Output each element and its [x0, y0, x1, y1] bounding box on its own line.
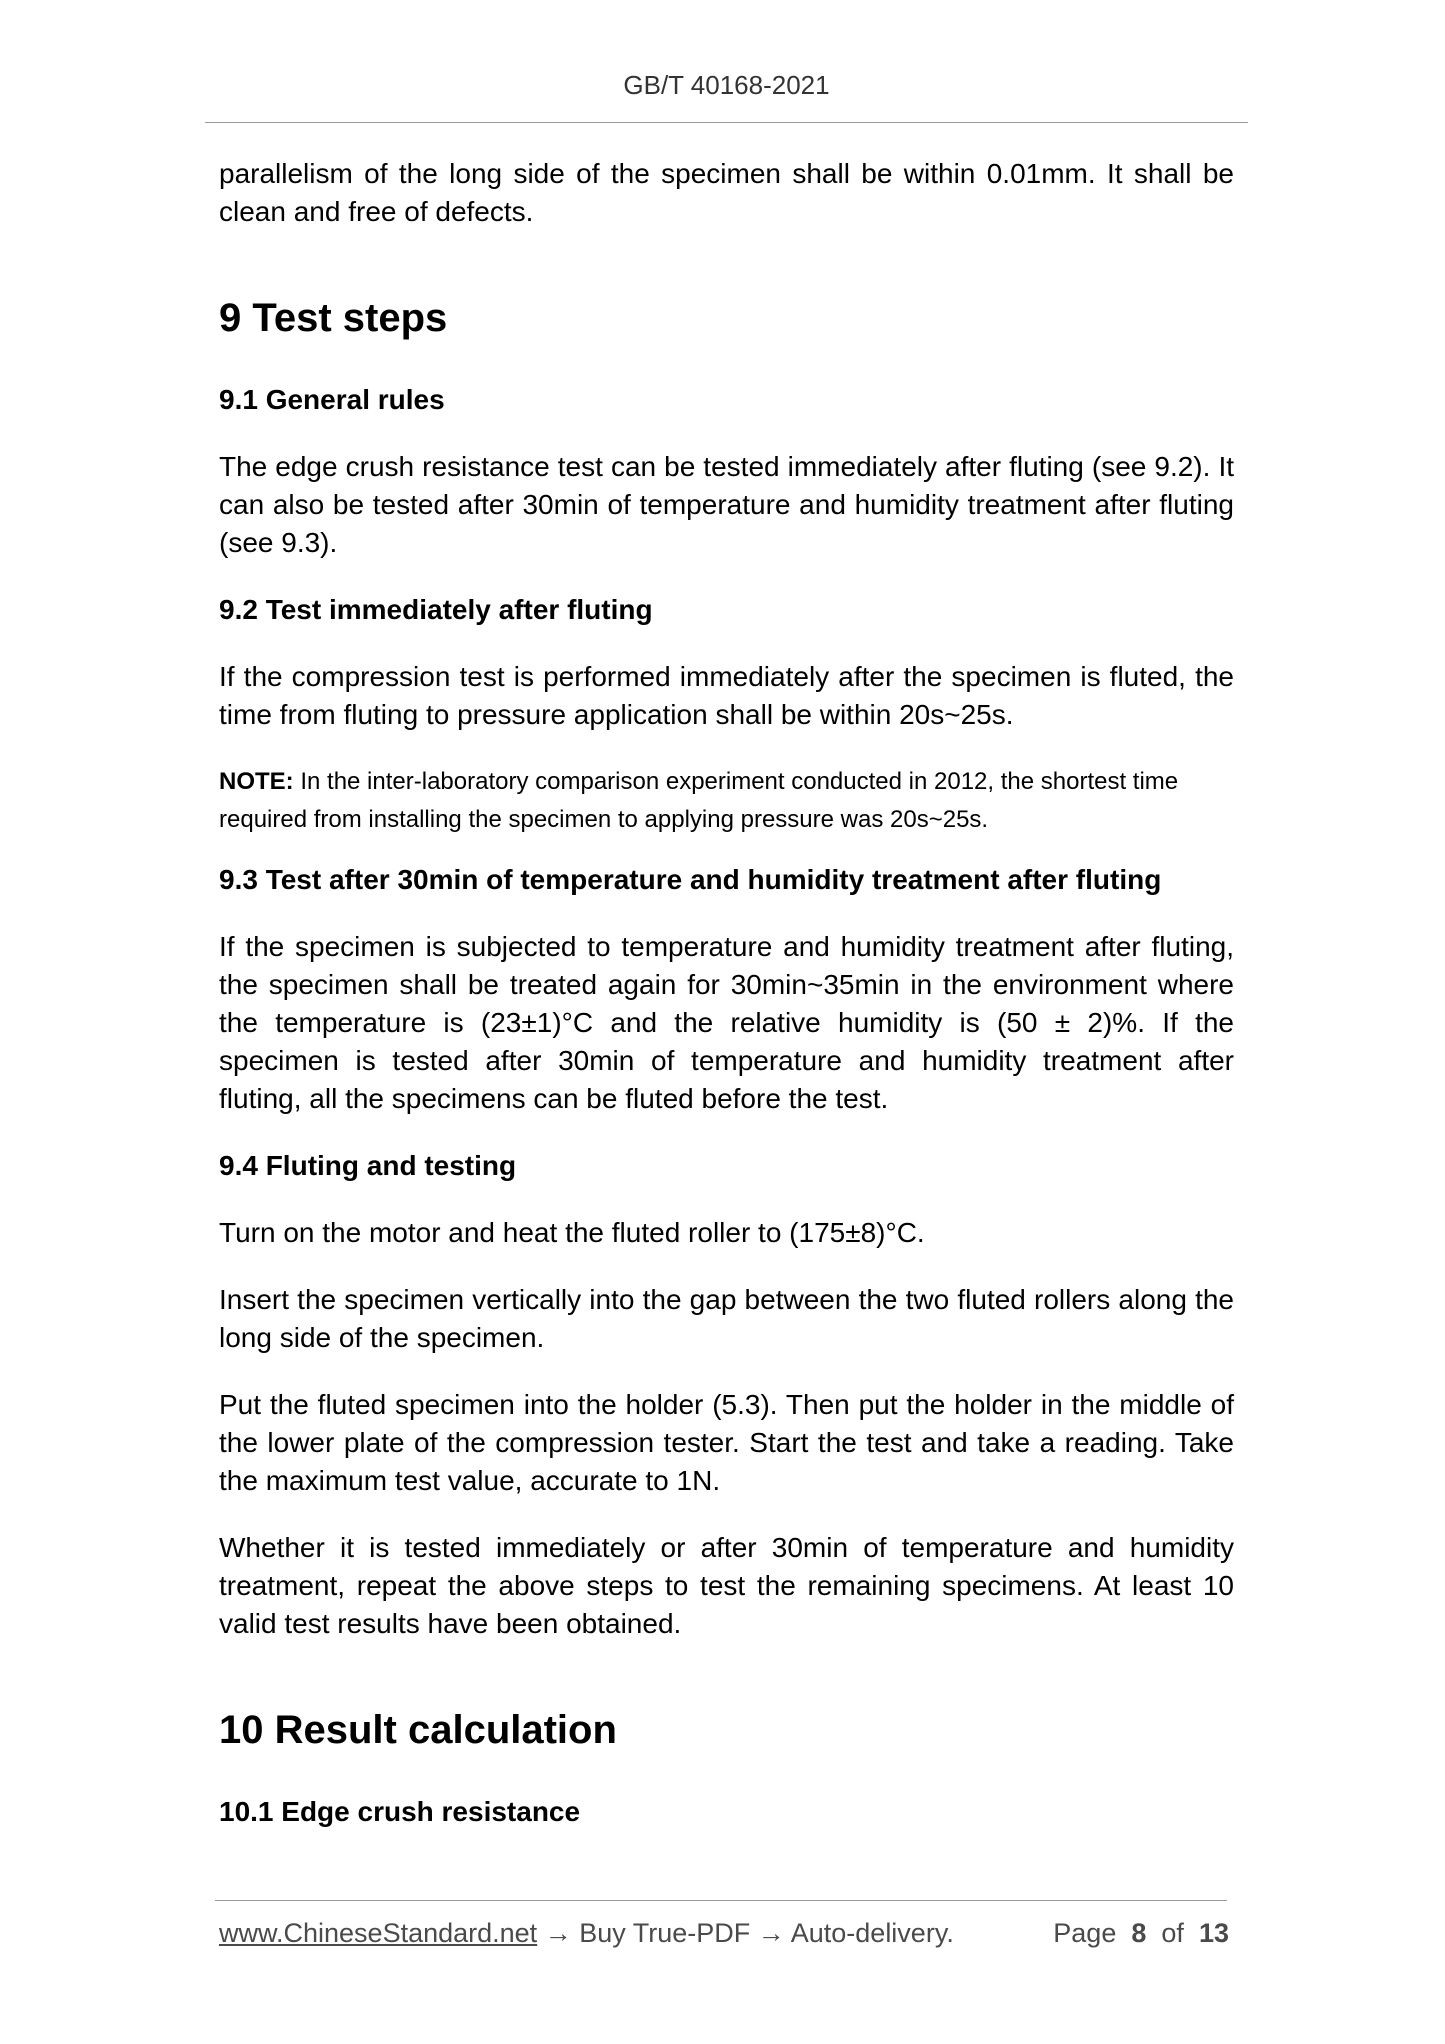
page-total: 13	[1198, 1918, 1229, 1948]
section-9-2-paragraph: If the compression test is performed immediately after the specimen is fluted, the time from fluting to pressure application shall be within 20s~25s.	[219, 661, 1234, 730]
section-9-1-heading: 9.1 General rules	[219, 384, 445, 415]
page-current: 8	[1131, 1918, 1147, 1948]
note-label: NOTE:	[219, 768, 294, 795]
section-9-4-paragraph-3: Put the fluted specimen into the holder (5.3). Then put the holder in the middle of the lower plate of the compression tester. Start the test and take a reading. Take the maximum test value, accurate to 1N.	[219, 1389, 1234, 1496]
section-9-2-heading: 9.2 Test immediately after fluting	[219, 594, 653, 625]
footer-divider	[215, 1900, 1227, 1901]
section-10-1-heading: 10.1 Edge crush resistance	[219, 1796, 581, 1827]
page-number: Page 8 of 13	[1053, 1918, 1229, 1948]
note-text: In the inter-laboratory comparison experiment conducted in 2012, the shortest time required from installing the specimen to applying pressure was 20s~25s.	[219, 768, 1179, 833]
section-9-4-paragraph-1: Turn on the motor and heat the fluted roller to (175±8)°C.	[219, 1217, 925, 1248]
page-content	[219, 155, 1234, 1860]
header-divider	[205, 122, 1248, 123]
page-footer	[219, 1918, 1229, 1949]
document-header: GB/T 40168-2021	[623, 70, 830, 100]
section-10-heading: 10 Result calculation	[219, 1708, 617, 1752]
section-9-3-paragraph: If the specimen is subjected to temperature and humidity treatment after fluting, the specimen shall be treated again for 30min~35min in the environment where the temperature is (23±1)°C and the relative humidity is (50 ± 2)%. If the specimen is tested after 30min of temperature and humidity treatment after fluting, all the specimens can be fluted before the test.	[219, 931, 1234, 1114]
section-9-4-paragraph-4: Whether it is tested immediately or after 30min of temperature and humidity treatment, repeat the above steps to test the remaining specimens. At least 10 valid test results have been obtained.	[219, 1532, 1234, 1639]
website-link[interactable]: www.ChineseStandard.net	[219, 1918, 538, 1948]
note	[219, 763, 1234, 839]
section-9-heading: 9 Test steps	[219, 296, 448, 340]
section-9-1-paragraph: The edge crush resistance test can be tested immediately after fluting (see 9.2). It can also be tested after 30min of temperature and humidity treatment after fluting (see 9.3).	[219, 451, 1234, 558]
section-9-4-paragraph-2: Insert the specimen vertically into the gap between the two fluted rollers along the long side of the specimen.	[219, 1284, 1234, 1353]
section-9-3-heading: 9.3 Test after 30min of temperature and humidity treatment after fluting	[219, 864, 1162, 895]
section-9-4-heading: 9.4 Fluting and testing	[219, 1150, 517, 1181]
footer-promo	[219, 1918, 954, 1949]
footer-tagline: → Buy True-PDF → Auto-delivery.	[537, 1918, 954, 1948]
intro-paragraph: parallelism of the long side of the specimen shall be within 0.01mm. It shall be clean and free of defects.	[219, 158, 1234, 227]
